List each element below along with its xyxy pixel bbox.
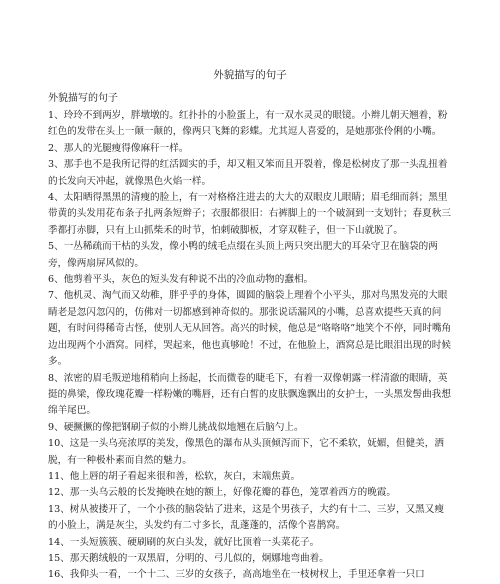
paragraph-6: 6、他剪着平头，灰色的短头发有种说不出的冷血动物的蠢相。 (48, 274, 314, 286)
paragraph-1: 1、玲玲不到两岁，胖墩墩的。红扑扑的小脸蛋上，有一双水灵灵的眼镜。小辫儿朝天翘着，粉红色的发带在头上一颠一颠的，像两只飞舞的彩蝶。尤其逗人喜爱的，是她那张伶俐的小嘴。 (48, 110, 448, 138)
paragraph-8: 8、浓密的眉毛叛逆地稍稍向上扬起，长而微卷的睫毛下，有着一双像朝露一样清澈的眼睛，英挺的鼻梁，像玫瑰花瓣一样粉嫩的嘴唇，还有白皙的皮肤飘逸飘出的女护士，一头黑发髻曲我想绵羊尾巴。 (48, 372, 451, 417)
section-heading: 外貌描写的句子 (48, 93, 118, 104)
paragraph-14: 14、一头短簇簇、硬刷刷的灰白头发，就好比顶着一头菜花子。 (48, 536, 320, 548)
paragraph-5: 5、一丛稀疏而干枯的头发，像小鸭的绒毛点缀在头顶上两只突出肥大的耳朵守卫在脑袋的两旁，像两扇屏风似的。 (48, 241, 438, 269)
paragraph-16: 16、我仰头一看，一个十二、三岁的女孩子，高高地坐在一枝树杈上，手里还拿着一只口 (48, 569, 425, 581)
paragraph-4: 4、太阳晒得黑黑的清瘦的脸上，有一对格格注进去的大大的双眼皮儿眼睛；眉毛细而斜；黑里带黄的头发用花布条子扎两条短辫子；衣服都很旧：右裤脚上的一个破洞到一支划针；春夏秋三季都打赤脚，只有上山抓柴禾的时节，怕刺破脚板，才穿双鞋子，但一下山就脱了。 (48, 192, 451, 236)
paragraph-13: 13、树从被搂开了，一个小孩的脑袋钻了进来，这是个男孩子，大约有十二、三岁，又黑又瘦的小脸上，满是灰尘，头发约有二寸多长，乱蓬蓬的，活像个喜鹊窝。 (48, 503, 444, 532)
paragraph-10: 10、这是一头乌亮浓厚的美发，像黑色的瀑布从头顶倾泻而下，它不柔软，妩媚，但健美，洒脱，有一种极朴素而自然的魅力。 (48, 438, 444, 466)
paragraph-9: 9、硬撅撅的像把钢刷子似的小辫儿挑战似地翘在后脑勺上。 (48, 421, 304, 433)
paragraph-15: 15、那天鹅绒般的一双黑眉，分明的、弓儿似的，炯娜地弯曲着。 (48, 552, 329, 564)
paragraph-3: 3、那手也不是我所记得的红活圆实的手，却又粗又笨而且开裂着，像是松树皮了那一头乱扭着的长发向天冲起，就像黑色火焰一样。 (48, 159, 448, 187)
paragraph-7: 7、他机灵、淘气而又幼稚，胖乎乎的身体，圆圆的脑袋上理着个小平头，那对鸟黑发亮的大眼睛老是忽闪忽闪的，仿佛对一切都感到神奇似的。那张说话漏风的小嘴，总喜欢提些天真的问题，有时问得稀奇古怪，使别人无从回答。高兴的时候，他总是“咯咯咯”地笑个不停，同时嘴角边出现两个小酒窝。同样，哭起来，他也真够呛！不过，在他脸上，酒窝总是比眼泪出现的时候多。 (48, 290, 452, 368)
paragraph-2: 2、那人的光腿瘦得像麻秆一样。 (48, 142, 189, 154)
paragraph-11: 11、他上唇的胡子看起来很和善，松软，灰白，末端焦黄。 (48, 470, 301, 482)
document-title: 外貌描写的句子 (213, 69, 287, 81)
paragraph-12: 12、那一头乌云般的长发掩映在她的额上，好像花瓣的暮色，笼罩着西方的晚霞。 (48, 487, 396, 499)
